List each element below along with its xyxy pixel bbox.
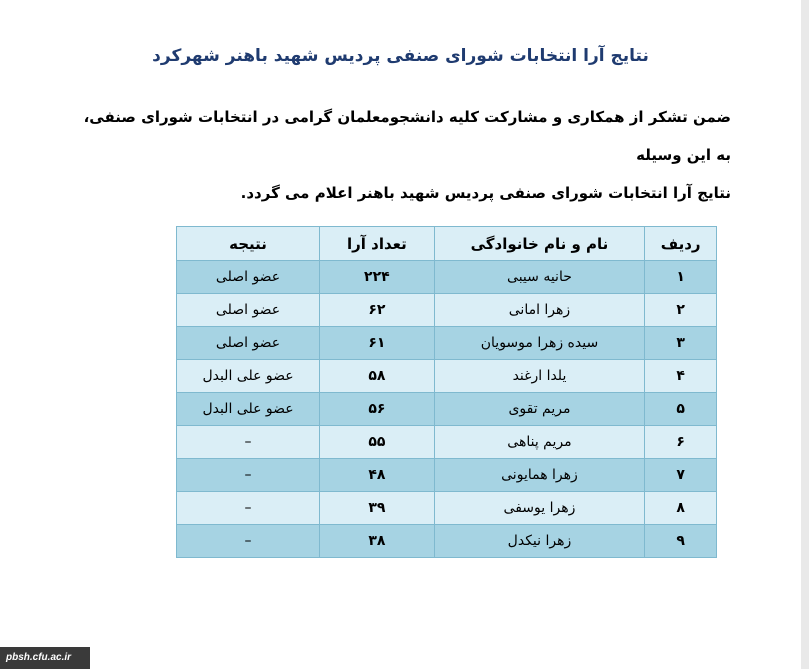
cell-rank: ۷ bbox=[645, 459, 717, 492]
cell-result: عضو اصلی bbox=[177, 327, 320, 360]
cell-rank: ۳ bbox=[645, 327, 717, 360]
cell-rank: ۶ bbox=[645, 426, 717, 459]
header-name: نام و نام خانوادگی bbox=[434, 227, 645, 261]
cell-result: – bbox=[177, 459, 320, 492]
page-edge bbox=[801, 0, 809, 669]
table-row bbox=[177, 294, 717, 327]
cell-rank: ۵ bbox=[645, 393, 717, 426]
cell-name: زهرا یوسفی bbox=[434, 492, 645, 525]
table-row bbox=[177, 261, 717, 294]
table-row bbox=[177, 459, 717, 492]
cell-result: – bbox=[177, 525, 320, 558]
cell-votes: ۴۸ bbox=[320, 459, 435, 492]
table-row bbox=[177, 327, 717, 360]
table-row bbox=[177, 525, 717, 558]
cell-result: عضو اصلی bbox=[177, 294, 320, 327]
cell-result: – bbox=[177, 426, 320, 459]
cell-result: عضو علی البدل bbox=[177, 393, 320, 426]
table-row bbox=[177, 426, 717, 459]
cell-name: یلدا ارغند bbox=[434, 360, 645, 393]
cell-rank: ۸ bbox=[645, 492, 717, 525]
cell-votes: ۲۲۴ bbox=[320, 261, 435, 294]
cell-rank: ۱ bbox=[645, 261, 717, 294]
intro-line-2: نتایج آرا انتخابات شورای صنفی پردیس شهید باهنر اعلام می گردد. bbox=[240, 184, 731, 202]
cell-name: زهرا همایونی bbox=[434, 459, 645, 492]
header-rank: ردیف bbox=[645, 227, 717, 261]
intro-paragraph bbox=[71, 98, 731, 212]
header-result: نتیجه bbox=[177, 227, 320, 261]
cell-rank: ۹ bbox=[645, 525, 717, 558]
intro-line-1: ضمن تشکر از همکاری و مشارکت کلیه دانشجومعلمان گرامی در انتخابات شورای صنفی، به این وسیله bbox=[83, 108, 731, 164]
cell-name: حانیه سیبی bbox=[434, 261, 645, 294]
cell-rank: ۴ bbox=[645, 360, 717, 393]
cell-name: زهرا امانی bbox=[434, 294, 645, 327]
cell-result: عضو علی البدل bbox=[177, 360, 320, 393]
site-watermark: pbsh.cfu.ac.ir bbox=[0, 647, 90, 669]
cell-votes: ۵۵ bbox=[320, 426, 435, 459]
cell-votes: ۳۹ bbox=[320, 492, 435, 525]
cell-votes: ۶۱ bbox=[320, 327, 435, 360]
cell-rank: ۲ bbox=[645, 294, 717, 327]
cell-name: مریم پناهی bbox=[434, 426, 645, 459]
table-header-row bbox=[177, 227, 717, 261]
cell-votes: ۵۶ bbox=[320, 393, 435, 426]
cell-result: – bbox=[177, 492, 320, 525]
header-votes: تعداد آرا bbox=[320, 227, 435, 261]
cell-votes: ۶۲ bbox=[320, 294, 435, 327]
cell-votes: ۳۸ bbox=[320, 525, 435, 558]
cell-name: سیده زهرا موسویان bbox=[434, 327, 645, 360]
page-title: نتایج آرا انتخابات شورای صنفی پردیس شهید باهنر شهرکرد bbox=[152, 46, 649, 66]
cell-name: مریم تقوی bbox=[434, 393, 645, 426]
table-row bbox=[177, 393, 717, 426]
table-row bbox=[177, 360, 717, 393]
results-table bbox=[176, 226, 717, 558]
cell-result: عضو اصلی bbox=[177, 261, 320, 294]
cell-name: زهرا نیکدل bbox=[434, 525, 645, 558]
table-row bbox=[177, 492, 717, 525]
cell-votes: ۵۸ bbox=[320, 360, 435, 393]
